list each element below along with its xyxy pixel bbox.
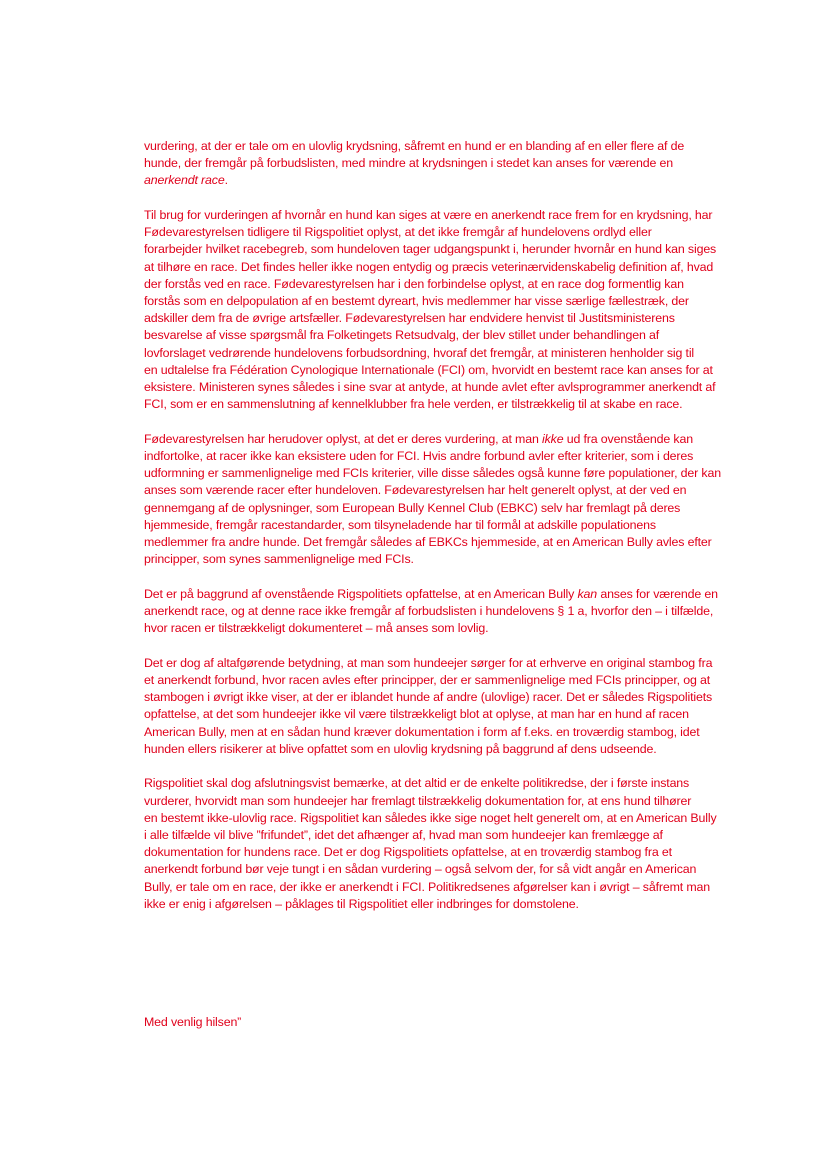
text-line xyxy=(144,517,684,534)
text-run: hunden ellers risikerer at blive opfattet som en ulovlig krydsning på baggrund af dens udseende. xyxy=(144,741,657,756)
text-line xyxy=(144,396,684,413)
text-line xyxy=(144,793,692,810)
text-run: et anerkendt forbund, hvor racen avles efter principper, der er sammenlignelige med FCIs principper, og at xyxy=(144,673,711,688)
text-line xyxy=(144,844,684,861)
text-run: opfattelse, at det som hundeejer ikke vil være tilstrækkeligt blot at oplyse, at man har en hund af racen xyxy=(144,707,689,722)
text-line xyxy=(144,689,713,706)
text-line xyxy=(144,551,684,568)
text-line xyxy=(144,259,714,276)
text-line xyxy=(144,224,684,241)
text-line xyxy=(144,241,717,258)
text-line xyxy=(144,500,684,517)
text-run: hunde, der fremgår på forbudslisten, med mindre at krydsningen i stedet kan anses for værende en xyxy=(144,156,674,171)
letter-body xyxy=(144,138,721,930)
text-run: ikke er enig i afgørelsen – påklages til Rigspolitiet eller indbringes for domstolene. xyxy=(144,896,579,911)
paragraph xyxy=(144,655,713,758)
text-line xyxy=(144,861,697,878)
text-line xyxy=(144,655,713,672)
text-line xyxy=(144,172,684,189)
text-line xyxy=(144,465,721,482)
paragraph xyxy=(144,207,717,413)
text-line xyxy=(144,362,713,379)
text-run: i alle tilfælde vil blive ”frifundet”, idet det afhænger af, hvad man som hundeejer kan fremlægge af xyxy=(144,828,663,843)
text-line xyxy=(144,276,684,293)
text-line xyxy=(144,706,689,723)
text-line xyxy=(144,775,690,792)
text-run: American Bully, men at en sådan hund kræver dokumentation i form af f.eks. en troværdig stambog, idet xyxy=(144,724,700,739)
text-line xyxy=(144,741,684,758)
text-line xyxy=(144,586,718,603)
text-line xyxy=(144,603,714,620)
text-run: besvarelse af visse spørgsmål fra Folketingets Retsudvalg, der blev stillet under behandlingen af xyxy=(144,328,660,343)
text-line xyxy=(144,448,694,465)
text-run: der forstås ved en race. Fødevarestyrelsen har i den forbindelse oplyst, at en race dog formentlig kan xyxy=(144,276,684,291)
text-run: adskiller dem fra de øvrige artsfæller. Fødevarestyrelsen har endvidere henvist til Justitsministerens xyxy=(144,311,675,326)
text-line xyxy=(144,293,689,310)
text-run: Bully, er tale om en race, der ikke er anerkendt i FCI. Politikredsenes afgørelser kan i øvrigt – såfremt man xyxy=(144,879,711,894)
text-run: forarbejder hvilket racebegreb, som hundeloven tager udgangspunkt i, herunder hvornår en hund kan siges xyxy=(144,242,717,257)
text-line xyxy=(144,724,700,741)
text-run: vurdering, at der er tale om en ulovlig krydsning, såfremt en hund er en blanding af en eller flere af de xyxy=(144,139,685,153)
text-run: vurderer, hvorvidt man som hundeejer har fremlagt tilstrækkelig dokumentation for, at ens hund tilhører xyxy=(144,793,692,808)
text-run: Fødevarestyrelsen har herudover oplyst, at det er deres vurdering, at man xyxy=(144,431,542,446)
text-run: Til brug for vurderingen af hvornår en hund kan siges at være en anerkendt race frem for en krydsning, har xyxy=(144,208,713,222)
text-line xyxy=(144,534,712,551)
text-run: at tilhøre en race. Det findes heller ikke nogen entydig og præcis veterinærvidenskabelig definition af, hvad xyxy=(144,259,714,274)
text-line xyxy=(144,827,684,844)
text-run: en udtalelse fra Fédération Cynologique Internationale (FCI) om, hvorvidt en bestemt race kan anses for at xyxy=(144,362,713,377)
text-line xyxy=(144,327,684,344)
text-run: en bestemt ikke-ulovlig race. Rigspolitiet kan således ikke sige noget helt generelt om, at en American Bully xyxy=(144,810,717,825)
text-run: lovforslaget vedrørende hundelovens forbudsordning, hvoraf det fremgår, at ministeren henholder sig til xyxy=(144,345,695,360)
text-line xyxy=(144,896,684,913)
text-line xyxy=(144,879,711,896)
text-line xyxy=(144,672,711,689)
text-run: medlemmer fra andre hunde. Det fremgår således af EBKCs hjemmeside, at en American Bully avles efter xyxy=(144,535,712,550)
text-run: Det er på baggrund af ovenstående Rigspolitiets opfattelse, at en American Bully xyxy=(144,586,578,601)
emphasized-text: kan xyxy=(577,586,598,601)
text-line xyxy=(144,310,684,327)
text-run: principper, som synes sammenlignelige med FCIs. xyxy=(144,552,414,567)
text-run: forstås som en delpopulation af en bestemt dyreart, hvis medlemmer har visse særlige fællestræk, der xyxy=(144,294,689,309)
text-line xyxy=(144,810,717,827)
paragraph xyxy=(144,138,684,190)
text-run: eksistere. Ministeren synes således i sine svar at antyde, at hunde avlet efter avlsprogrammer anerkendt af xyxy=(144,380,716,395)
text-run: stambogen i øvrigt ikke viser, at der er iblandet hunde af andre (ulovlige) racer. Det er således Rigspolitiets xyxy=(144,690,713,705)
text-run: udformning er sammenlignelige med FCIs kriterier, ville disse således også kunne føre populationer, der kan xyxy=(144,466,721,481)
text-run: ud fra ovenstående kan xyxy=(563,431,693,446)
text-run: anses som værende racer efter hundeloven. Fødevarestyrelsen har helt generelt oplyst, at der ved en xyxy=(144,483,687,498)
text-line xyxy=(144,138,684,155)
text-run: anerkendt forbund bør veje tungt i en sådan vurdering – også selvom der, for så vidt angår en American xyxy=(144,862,697,877)
text-run: Rigspolitiet skal dog afslutningsvist bemærke, at det altid er de enkelte politikredse, der i første instans xyxy=(144,776,690,791)
text-line xyxy=(144,207,713,224)
emphasized-text: anerkendt race xyxy=(144,173,225,188)
text-run: anerkendt race, og at denne race ikke fremgår af forbudslisten i hundelovens § 1 a, hvorfor den – i tilfælde, xyxy=(144,604,714,619)
text-line xyxy=(144,431,693,448)
text-run: dokumentation for hundens race. Det er dog Rigspolitiets opfattelse, at en troværdig stambog fra et xyxy=(144,845,672,860)
closing-salutation: Med venlig hilsen” xyxy=(144,1015,242,1029)
text-run: Det er dog af altafgørende betydning, at man som hundeejer sørger for at erhverve en original stambog fra xyxy=(144,655,713,670)
paragraph xyxy=(144,586,718,638)
paragraph xyxy=(144,431,721,569)
text-line xyxy=(144,155,684,172)
text-line xyxy=(144,345,695,362)
emphasized-text: ikke xyxy=(542,431,564,446)
paragraph xyxy=(144,775,717,913)
text-line xyxy=(144,620,684,637)
text-run: gennemgang af de oplysninger, som European Bully Kennel Club (EBKC) selv har fremlagt på deres xyxy=(144,500,681,515)
text-run: FCI, som er en sammenslutning af kennelklubber fra hele verden, er tilstrækkelig til at skabe en race. xyxy=(144,397,683,412)
text-run: hjemmeside, fremgår racestandarder, som tilsyneladende har til formål at adskille populationens xyxy=(144,517,656,532)
text-run: . xyxy=(224,173,228,188)
text-run: hvor racen er tilstrækkeligt dokumenteret – må anses som lovlig. xyxy=(144,621,489,636)
text-run: anses for værende en xyxy=(597,586,718,601)
text-run: indfortolke, at racer ikke kan eksistere uden for FCI. Hvis andre forbund avler efter kriterier, som i deres xyxy=(144,449,694,464)
text-run: Fødevarestyrelsen tidligere til Rigspolitiet oplyst, at det ikke fremgår af hundelovens ordlyd eller xyxy=(144,225,652,240)
text-line xyxy=(144,482,687,499)
text-line xyxy=(144,379,716,396)
